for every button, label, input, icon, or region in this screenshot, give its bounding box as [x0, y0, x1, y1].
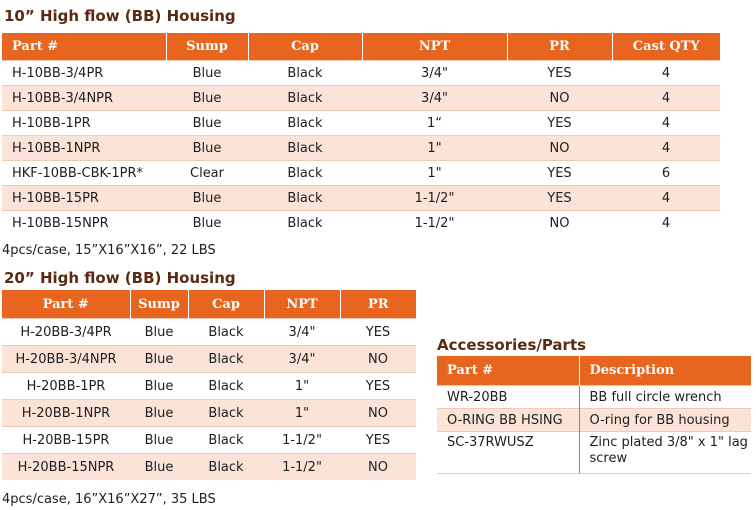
- table-row: [437, 386, 751, 409]
- cell-cap: Black: [188, 400, 264, 427]
- cell-part: O-RING BB HSING: [437, 409, 579, 432]
- accessories-table: [437, 356, 751, 474]
- table-row: [2, 346, 416, 373]
- housing-20in-table: [2, 290, 416, 480]
- cell-npt: 1“: [362, 111, 507, 136]
- table-row: [2, 427, 416, 454]
- cell-part: H-10BB-1NPR: [2, 136, 166, 161]
- cell-sump: Blue: [130, 400, 188, 427]
- cell-npt: 1": [362, 161, 507, 186]
- cell-cast-qty: 4: [612, 136, 720, 161]
- cell-pr: NO: [340, 454, 416, 481]
- table-row: [2, 61, 720, 86]
- housing-10in-table: [2, 33, 720, 235]
- cell-npt: 3/4": [264, 346, 340, 373]
- cell-cap: Black: [188, 319, 264, 346]
- cell-cap: Black: [188, 373, 264, 400]
- cell-part: H-20BB-3/4NPR: [2, 346, 130, 373]
- col-header-npt: NPT: [264, 290, 340, 319]
- cell-part: H-20BB-3/4PR: [2, 319, 130, 346]
- cell-cast-qty: 6: [612, 161, 720, 186]
- cell-cap: Black: [248, 211, 362, 236]
- cell-sump: Blue: [166, 186, 248, 211]
- col-header-part: Part #: [2, 290, 130, 319]
- col-header-sump: Sump: [130, 290, 188, 319]
- cell-npt: 1": [264, 400, 340, 427]
- cell-part: H-10BB-1PR: [2, 111, 166, 136]
- cell-npt: 1": [264, 373, 340, 400]
- cell-cap: Black: [248, 186, 362, 211]
- cell-npt: 3/4": [264, 319, 340, 346]
- cell-sump: Blue: [166, 86, 248, 111]
- table-header-row: [2, 33, 720, 61]
- cell-npt: 1": [362, 136, 507, 161]
- cell-pr: NO: [340, 400, 416, 427]
- cell-npt: 3/4": [362, 61, 507, 86]
- cell-sump: Clear: [166, 161, 248, 186]
- cell-pr: YES: [507, 161, 612, 186]
- table-row: [437, 432, 751, 474]
- cell-pr: YES: [340, 373, 416, 400]
- table-row: [2, 211, 720, 236]
- cell-cast-qty: 4: [612, 111, 720, 136]
- cell-part: H-10BB-15NPR: [2, 211, 166, 236]
- section1-packing-note: 4pcs/case, 15”X16”X16”, 22 LBS: [2, 243, 216, 258]
- col-header-description: Description: [579, 356, 751, 386]
- cell-part: WR-20BB: [437, 386, 579, 409]
- cell-description: BB full circle wrench: [579, 386, 751, 409]
- cell-cap: Black: [248, 61, 362, 86]
- cell-part: H-10BB-3/4NPR: [2, 86, 166, 111]
- cell-sump: Blue: [130, 373, 188, 400]
- table-row: [2, 373, 416, 400]
- cell-cap: Black: [248, 161, 362, 186]
- cell-part: H-10BB-3/4PR: [2, 61, 166, 86]
- cell-cap: Black: [248, 86, 362, 111]
- col-header-sump: Sump: [166, 33, 248, 61]
- cell-pr: YES: [507, 111, 612, 136]
- cell-part: H-10BB-15PR: [2, 186, 166, 211]
- section2-packing-note: 4pcs/case, 16”X16”X27”, 35 LBS: [2, 492, 216, 507]
- cell-npt: 1-1/2": [362, 211, 507, 236]
- cell-part: H-20BB-15PR: [2, 427, 130, 454]
- cell-pr: NO: [507, 211, 612, 236]
- cell-cast-qty: 4: [612, 186, 720, 211]
- accessories-title: Accessories/Parts: [437, 336, 587, 354]
- table-row: [2, 111, 720, 136]
- cell-pr: NO: [507, 136, 612, 161]
- col-header-cap: Cap: [248, 33, 362, 61]
- col-header-cast-qty: Cast QTY: [612, 33, 720, 61]
- cell-sump: Blue: [166, 61, 248, 86]
- cell-sump: Blue: [166, 111, 248, 136]
- table-row: [2, 454, 416, 481]
- cell-npt: 1-1/2": [264, 454, 340, 481]
- col-header-part: Part #: [437, 356, 579, 386]
- cell-sump: Blue: [130, 454, 188, 481]
- col-header-cap: Cap: [188, 290, 264, 319]
- cell-cast-qty: 4: [612, 86, 720, 111]
- cell-pr: YES: [507, 61, 612, 86]
- col-header-pr: PR: [340, 290, 416, 319]
- table-header-row: [2, 290, 416, 319]
- section2-title: 20” High flow (BB) Housing: [4, 269, 236, 287]
- section1-title: 10” High flow (BB) Housing: [4, 7, 236, 25]
- table-row: [2, 319, 416, 346]
- cell-sump: Blue: [130, 427, 188, 454]
- cell-pr: NO: [340, 346, 416, 373]
- cell-part: H-20BB-15NPR: [2, 454, 130, 481]
- cell-part: H-20BB-1NPR: [2, 400, 130, 427]
- cell-pr: YES: [340, 319, 416, 346]
- cell-cap: Black: [188, 427, 264, 454]
- col-header-npt: NPT: [362, 33, 507, 61]
- table-row: [2, 186, 720, 211]
- cell-cap: Black: [248, 111, 362, 136]
- cell-pr: NO: [507, 86, 612, 111]
- cell-pr: YES: [340, 427, 416, 454]
- col-header-part: Part #: [2, 33, 166, 61]
- cell-cast-qty: 4: [612, 211, 720, 236]
- cell-part: H-20BB-1PR: [2, 373, 130, 400]
- cell-part: HKF-10BB-CBK-1PR*: [2, 161, 166, 186]
- cell-sump: Blue: [130, 346, 188, 373]
- cell-pr: YES: [507, 186, 612, 211]
- cell-sump: Blue: [166, 211, 248, 236]
- cell-npt: 1-1/2": [362, 186, 507, 211]
- col-header-pr: PR: [507, 33, 612, 61]
- cell-cast-qty: 4: [612, 61, 720, 86]
- table-row: [2, 136, 720, 161]
- cell-npt: 3/4": [362, 86, 507, 111]
- cell-cap: Black: [188, 454, 264, 481]
- table-row: [2, 400, 416, 427]
- cell-sump: Blue: [166, 136, 248, 161]
- cell-part: SC-37RWUSZ: [437, 432, 579, 474]
- cell-sump: Blue: [130, 319, 188, 346]
- cell-npt: 1-1/2": [264, 427, 340, 454]
- cell-description: O-ring for BB housing: [579, 409, 751, 432]
- cell-description: Zinc plated 3/8" x 1" lag screw: [579, 432, 751, 474]
- table-row: [2, 86, 720, 111]
- table-row: [437, 409, 751, 432]
- table-header-row: [437, 356, 751, 386]
- cell-cap: Black: [248, 136, 362, 161]
- table-row: [2, 161, 720, 186]
- cell-cap: Black: [188, 346, 264, 373]
